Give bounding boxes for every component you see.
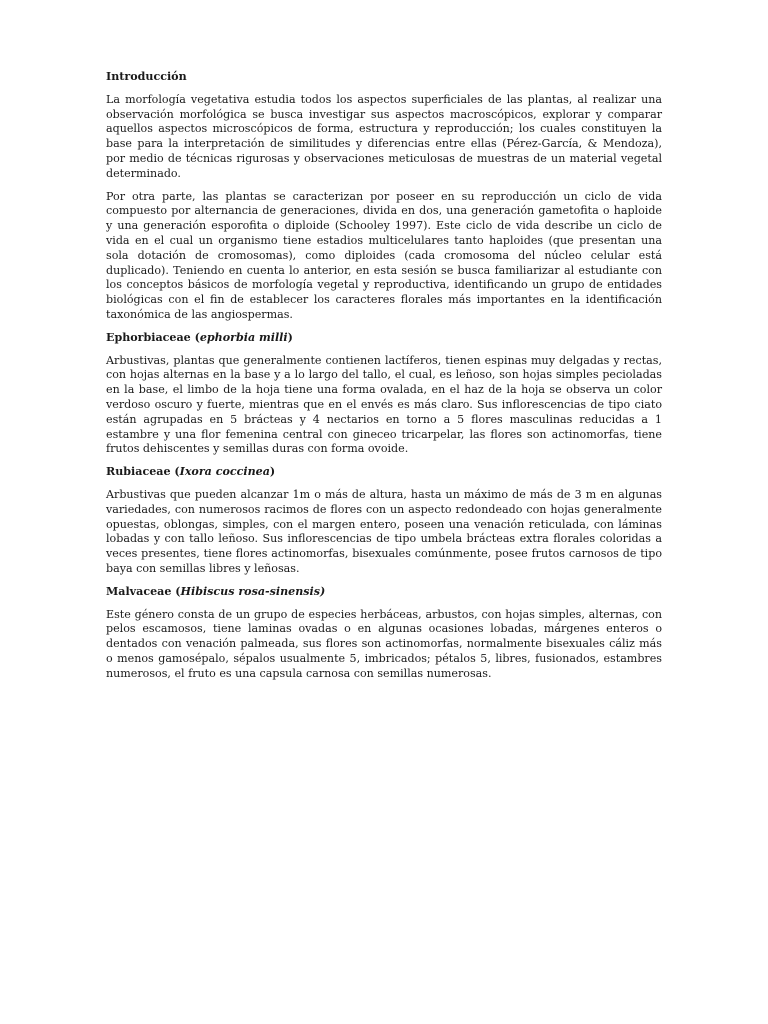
body-paragraph: Arbustivas que pueden alcanzar 1m o más de altura, hasta un máximo de más de 3 m en algunas variedades, con numerosos racimos de flores con un aspecto redondeado con hojas generalmente opuestas, oblongas, simples, con el margen entero, poseen una venación reticulada, con láminas lobadas y con tallo leñoso. Sus inflorescencias de tipo umbela brácteas extra florales coloridas a veces presentes, tiene flores actinomorfas, bisexuales comúnmente, posee frutos carnosos de tipo baya con semillas libres y leñosas.: [106, 487, 662, 575]
section-heading-species: Hibiscus rosa-sinensis): [180, 584, 326, 598]
document-section: [106, 465, 662, 577]
section-heading: [106, 70, 662, 85]
section-heading-suffix: ): [287, 330, 293, 344]
section-heading: [106, 331, 662, 346]
document-page: [106, 70, 662, 689]
document-section: [106, 331, 662, 457]
section-heading: [106, 465, 662, 480]
body-paragraph: Este género consta de un grupo de especies herbáceas, arbustos, con hojas simples, alternas, con pelos escamosos, tiene laminas ovadas o en algunas ocasiones lobadas, márgenes enteros o dentados con venación palmeada, sus flores son actinomorfas, normalmente bisexuales cáliz más o menos gamosépalo, sépalos usualmente 5, imbricados; pétalos 5, libres, fusionados, estambres numerosos, el fruto es una capsula carnosa con semillas numerosas.: [106, 607, 662, 680]
document-section: [106, 585, 662, 682]
section-heading: [106, 585, 662, 600]
document-section: [106, 70, 662, 323]
body-paragraph: Arbustivas, plantas que generalmente contienen lactíferos, tienen espinas muy delgadas y rectas, con hojas alternas en la base y a lo largo del tallo, el cual, es leñoso, son hojas simples pecioladas en la base, el limbo de la hoja tiene una forma ovalada, en el haz de la hoja se observa un color verdoso oscuro y fuerte, mientras que en el envés es más claro. Sus inflorescencias de tipo ciato están agrupadas en 5 brácteas y 4 nectarios en torno a 5 flores masculinas reducidas a 1 estambre y una flor femenina central con gineceo tricarpelar, las flores son actinomorfas, tiene frutos dehiscentes y semillas duras con forma ovoide.: [106, 353, 662, 456]
section-heading-text: Introducción: [106, 70, 187, 83]
section-heading-species: Ixora coccinea: [179, 465, 270, 479]
body-paragraph: Por otra parte, las plantas se caracterizan por poseer en su reproducción un ciclo de vida compuesto por alternancia de generaciones, divida en dos, una generación gametofita o haploide y una generación esporofita o diploide (Schooley 1997). Este ciclo de vida describe un ciclo de vida en el cual un organismo tiene estadios multicelulares tanto haploides (que presentan una sola dotación de cromosomas), como diploides (cada cromosoma del núcleo celular está duplicado). Teniendo en cuenta lo anterior, en esta sesión se busca familiarizar al estudiante con los conceptos básicos de morfología vegetal y reproductiva, identificando un grupo de entidades biológicas con el fin de establecer los caracteres florales más importantes en la identificación taxonómica de las angiospermas.: [106, 189, 662, 321]
section-heading-text: Rubiaceae (: [106, 465, 180, 479]
section-heading-text: Ephorbiaceae (: [106, 330, 200, 344]
body-paragraph: La morfología vegetativa estudia todos los aspectos superficiales de las plantas, al realizar una observación morfológica se busca investigar sus aspectos macroscópicos, explorar y comparar aquellos aspectos microscópicos de forma, estructura y reproducción; los cuales constituyen la base para la interpretación de similitudes y diferencias entre ellas (Pérez-García, & Mendoza), por medio de técnicas rigurosas y observaciones meticulosas de muestras de un material vegetal determinado.: [106, 92, 662, 180]
section-heading-text: Malvaceae (: [106, 584, 181, 598]
section-heading-species: ephorbia milli: [199, 330, 288, 344]
section-heading-suffix: ): [269, 465, 276, 479]
